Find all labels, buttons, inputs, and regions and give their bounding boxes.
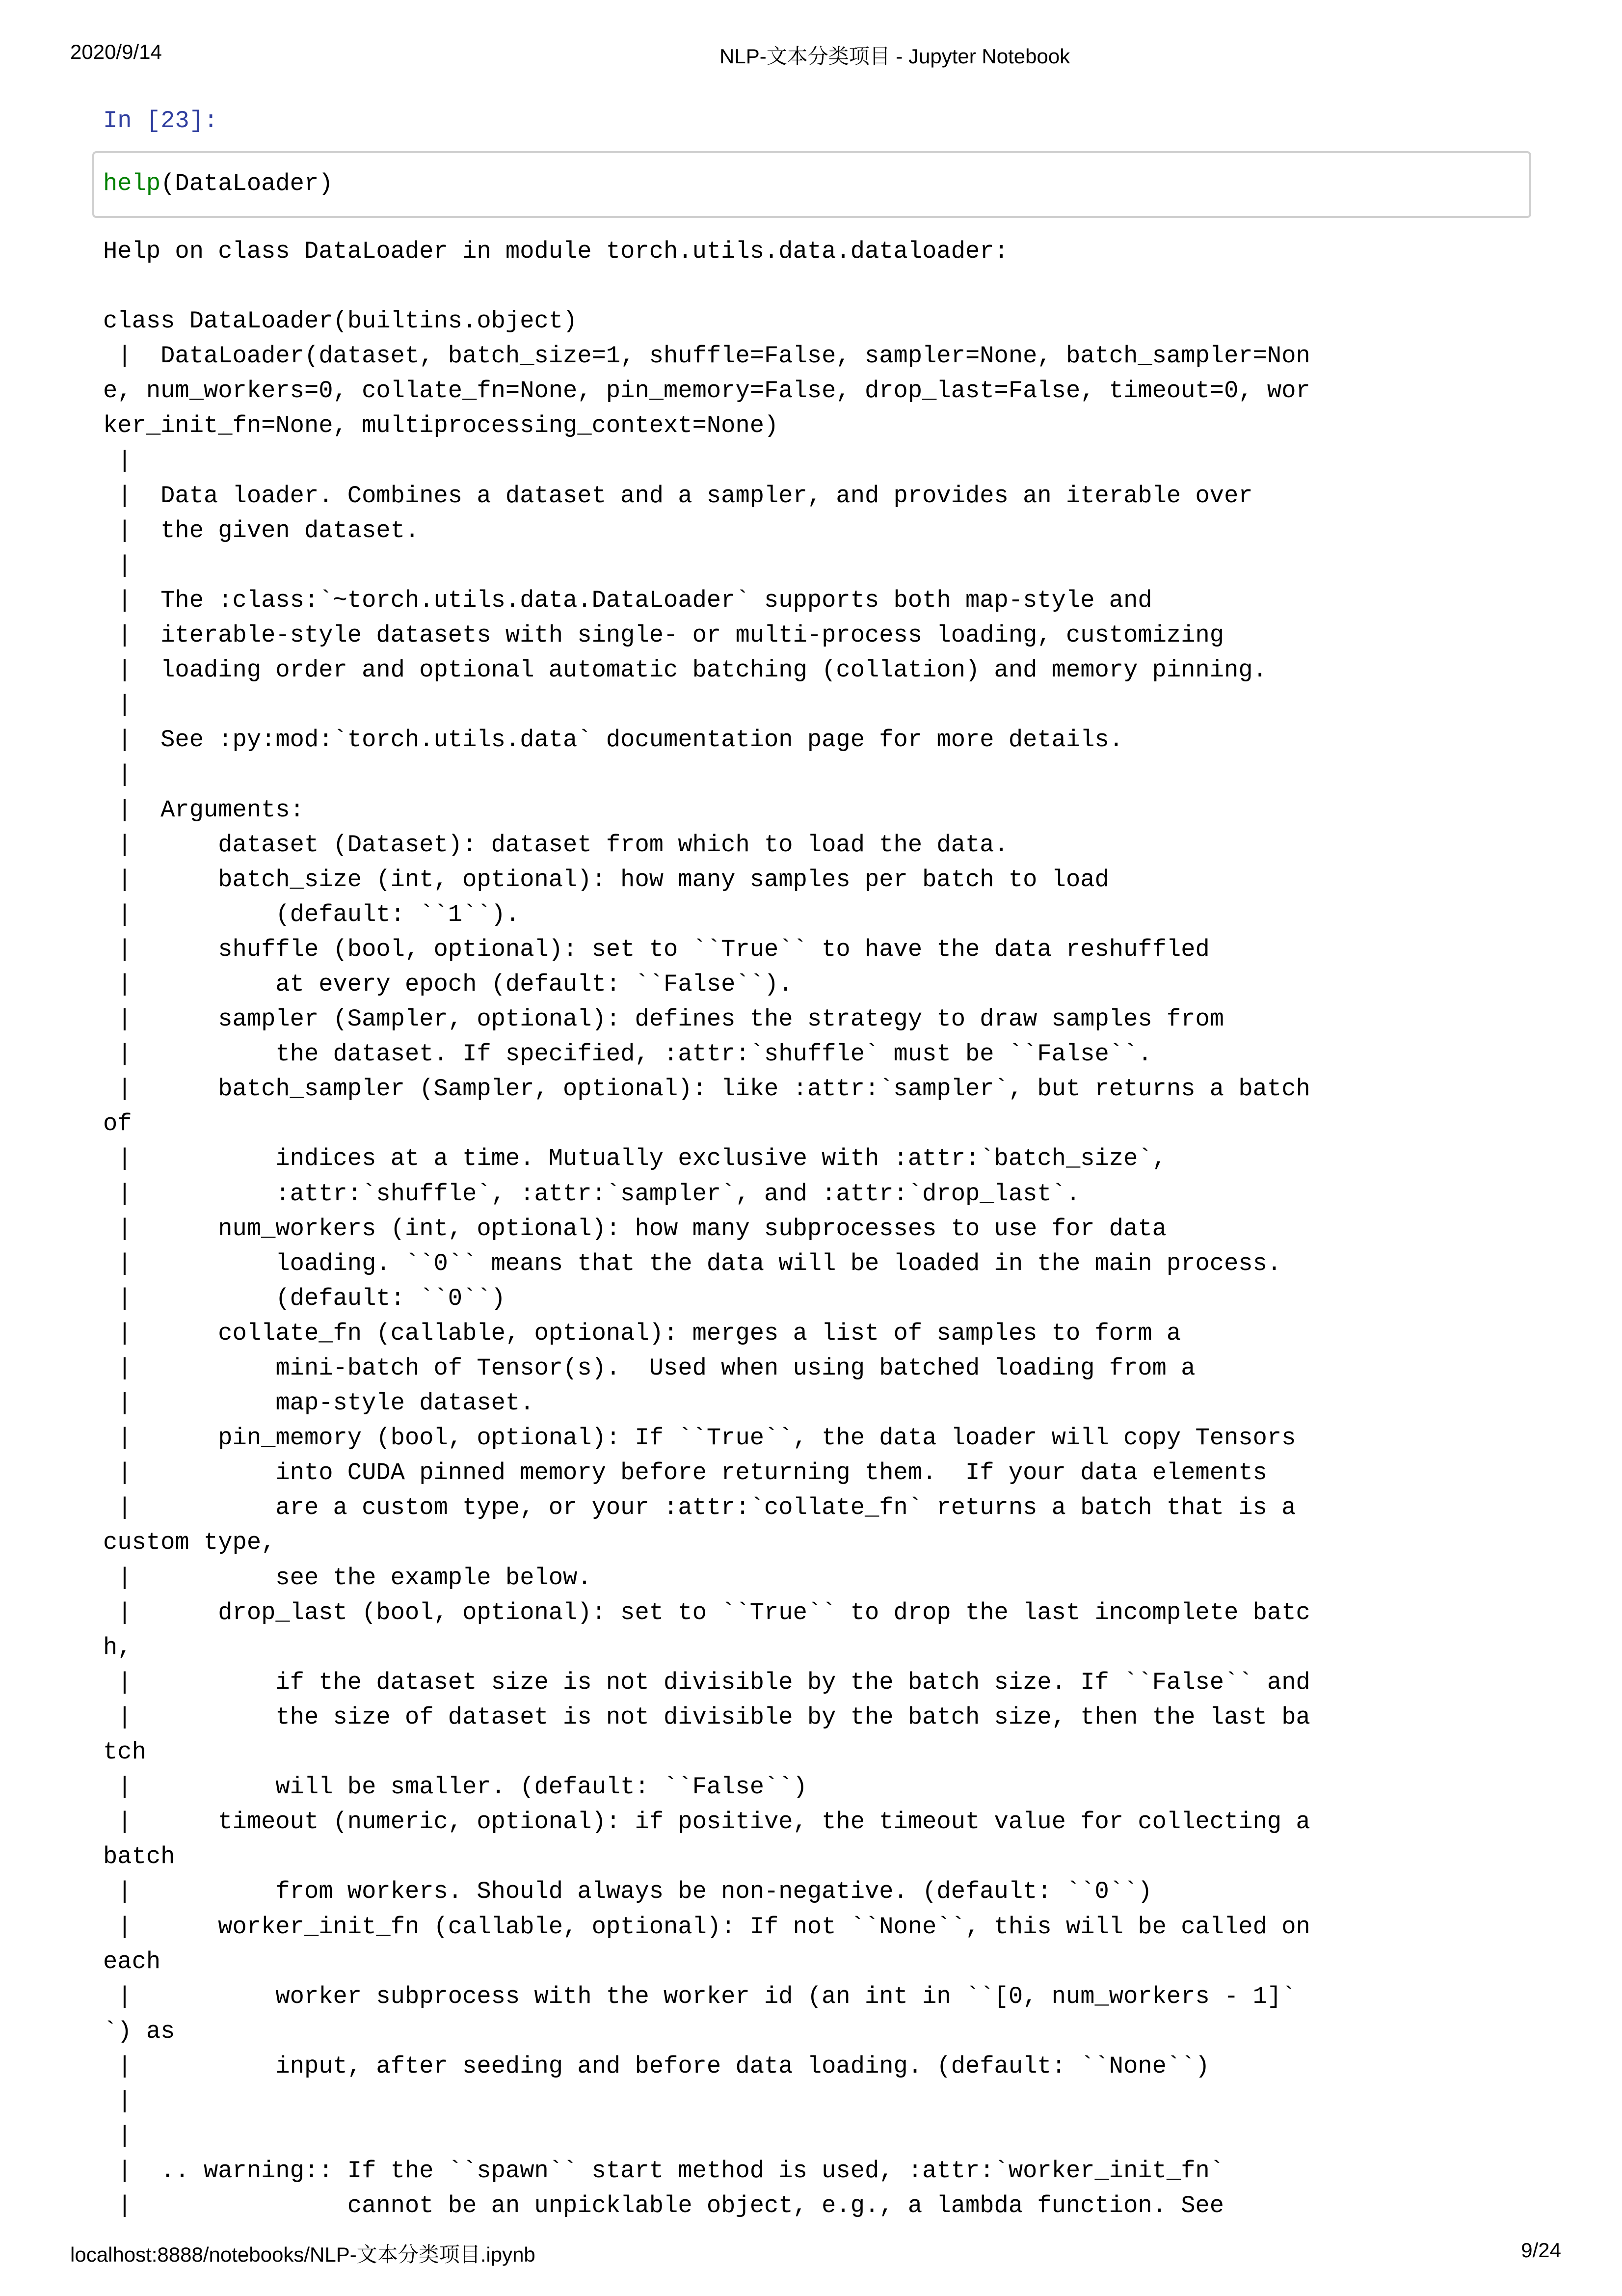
output-line: `) as	[103, 2017, 175, 2045]
output-line: |	[103, 551, 161, 579]
output-line: | Arguments:	[103, 796, 304, 824]
output-line: | (default: ``1``).	[103, 900, 520, 928]
output-line: | the given dataset.	[103, 516, 420, 544]
output-line: | into CUDA pinned memory before returning them. If your data elements	[103, 1459, 1267, 1487]
output-line: | input, after seeding and before data loading. (default: ``None``)	[103, 2052, 1210, 2080]
output-line: | worker subprocess with the worker id (an int in ``[0, num_workers - 1]`	[103, 1982, 1296, 2010]
output-line: |	[103, 2122, 161, 2150]
output-line: ker_init_fn=None, multiprocessing_context=None)	[103, 412, 779, 440]
code-cell-input[interactable]	[92, 151, 1531, 218]
output-line: | See :py:mod:`torch.utils.data` documentation page for more details.	[103, 726, 1124, 754]
output-line: | are a custom type, or your :attr:`collate_fn` returns a batch that is a	[103, 1494, 1296, 1522]
output-line: | map-style dataset.	[103, 1389, 534, 1417]
output-line: |	[103, 447, 161, 475]
output-line: | will be smaller. (default: ``False``)	[103, 1773, 807, 1801]
output-line: | cannot be an unpicklable object, e.g., a lambda function. See	[103, 2192, 1224, 2220]
output-line: | dataset (Dataset): dataset from which to load the data.	[103, 831, 1009, 859]
output-line: | :attr:`shuffle`, :attr:`sampler`, and :attr:`drop_last`.	[103, 1180, 1081, 1208]
output-line: | at every epoch (default: ``False``).	[103, 970, 793, 998]
output-line: | mini-batch of Tensor(s). Used when using batched loading from a	[103, 1354, 1196, 1382]
output-line: | the size of dataset is not divisible by the batch size, then the last ba	[103, 1703, 1310, 1731]
output-line: | the dataset. If specified, :attr:`shuffle` must be ``False``.	[103, 1040, 1152, 1068]
output-line: | timeout (numeric, optional): if positive, the timeout value for collecting a	[103, 1808, 1310, 1836]
page-title: NLP-文本分类项目 - Jupyter Notebook	[719, 45, 1070, 68]
output-line: | if the dataset size is not divisible by the batch size. If ``False`` and	[103, 1668, 1310, 1696]
output-line: Help on class DataLoader in module torch.utils.data.dataloader:	[103, 238, 1009, 265]
output-line: each	[103, 1947, 161, 1975]
output-line: |	[103, 2087, 161, 2115]
output-line: custom type,	[103, 1529, 276, 1557]
cell-input-prompt: In [23]:	[103, 107, 218, 135]
function-args: (DataLoader)	[160, 170, 333, 197]
output-line: e, num_workers=0, collate_fn=None, pin_memory=False, drop_last=False, timeout=0, wor	[103, 377, 1310, 405]
output-line: batch	[103, 1843, 175, 1871]
page-number: 9/24	[1521, 2239, 1561, 2262]
builtin-function: help	[103, 170, 161, 197]
output-line: | see the example below.	[103, 1564, 592, 1592]
output-line: | .. warning:: If the ``spawn`` start method is used, :attr:`worker_init_fn`	[103, 2157, 1224, 2185]
output-line: class DataLoader(builtins.object)	[103, 307, 578, 335]
output-line: h,	[103, 1633, 132, 1661]
print-date: 2020/9/14	[70, 40, 162, 63]
output-line: | Data loader. Combines a dataset and a sampler, and provides an iterable over	[103, 482, 1253, 510]
output-line: of	[103, 1110, 132, 1138]
output-line: | The :class:`~torch.utils.data.DataLoader` supports both map-style and	[103, 586, 1152, 614]
output-line: | batch_sampler (Sampler, optional): like :attr:`sampler`, but returns a batch	[103, 1075, 1310, 1103]
output-line: |	[103, 691, 161, 719]
output-line: |	[103, 761, 161, 789]
output-line: | (default: ``0``)	[103, 1284, 505, 1312]
output-line: | indices at a time. Mutually exclusive with :attr:`batch_size`,	[103, 1145, 1167, 1173]
output-line	[103, 269, 1310, 304]
code-text[interactable]	[103, 170, 333, 197]
output-line: | loading. ``0`` means that the data will be loaded in the main process.	[103, 1249, 1282, 1277]
output-line: | batch_size (int, optional): how many samples per batch to load	[103, 865, 1109, 893]
output-line: | shuffle (bool, optional): set to ``True`` to have the data reshuffled	[103, 935, 1210, 963]
print-url: localhost:8888/notebooks/NLP-文本分类项目.ipynb	[70, 2243, 535, 2266]
output-line: | worker_init_fn (callable, optional): If not ``None``, this will be called on	[103, 1913, 1310, 1941]
output-line: | sampler (Sampler, optional): defines the strategy to draw samples from	[103, 1005, 1224, 1033]
output-line: | num_workers (int, optional): how many subprocesses to use for data	[103, 1215, 1167, 1243]
output-line: | collate_fn (callable, optional): merges a list of samples to form a	[103, 1319, 1181, 1347]
output-line: | drop_last (bool, optional): set to ``True`` to drop the last incomplete batc	[103, 1598, 1310, 1626]
output-line: tch	[103, 1738, 146, 1766]
output-line: | pin_memory (bool, optional): If ``True``, the data loader will copy Tensors	[103, 1424, 1296, 1452]
output-line: | loading order and optional automatic batching (collation) and memory pinning.	[103, 656, 1267, 684]
cell-output	[103, 234, 1310, 2223]
output-line: | iterable-style datasets with single- or multi-process loading, customizing	[103, 621, 1224, 649]
output-line: | DataLoader(dataset, batch_size=1, shuffle=False, sampler=None, batch_sampler=Non	[103, 342, 1310, 370]
output-line: | from workers. Should always be non-negative. (default: ``0``)	[103, 1878, 1152, 1906]
